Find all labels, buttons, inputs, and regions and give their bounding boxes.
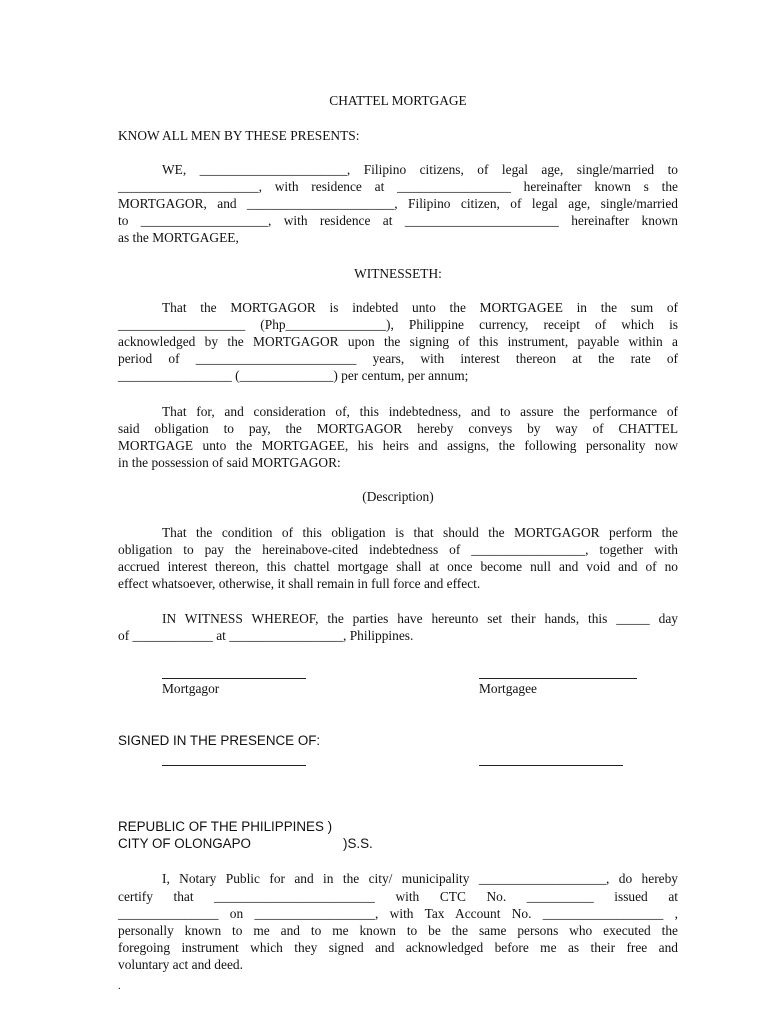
mortgagor-label: Mortgagor xyxy=(162,681,220,696)
debt-line-5: _________________ (______________) per centum, per annum; xyxy=(118,368,469,383)
footer-mark: . xyxy=(118,980,121,992)
condition-line-2: obligation to pay the hereinabove-cited indebtedness of _________________, together with xyxy=(118,542,678,557)
witness-line-2: of ____________ at _________________, Philippines. xyxy=(118,628,414,643)
debt-line-2: ___________________ (Php_______________), Philippine currency, receipt of which is xyxy=(118,317,678,332)
conveyance-line-2: said obligation to pay, the MORTGAGOR hereby conveys by way of CHATTEL xyxy=(118,421,678,436)
condition-line-1: That the condition of this obligation is that should the MORTGAGOR perform the xyxy=(162,525,678,540)
notary-line-4: personally known to me and to me known to be the same persons who executed the xyxy=(118,923,678,938)
parties-line-5: as the MORTGAGEE, xyxy=(118,230,239,245)
conveyance-line-1: That for, and consideration of, this indebtedness, and to assure the performance of xyxy=(162,404,678,419)
parties-line-2: _____________________, with residence at _________________ hereinafter known s the xyxy=(118,179,678,194)
witness-line-1: IN WITNESS WHEREOF, the parties have hereunto set their hands, this _____ day xyxy=(162,611,678,626)
notary-line-6: voluntary act and deed. xyxy=(118,957,243,972)
description-placeholder: (Description) xyxy=(362,489,434,504)
conveyance-line-3: MORTGAGE unto the MORTGAGEE, his heirs and assigns, the following personality now xyxy=(118,438,678,453)
condition-line-3: accrued interest thereon, this chattel mortgage shall at once become null and void and of no xyxy=(118,559,678,574)
debt-line-4: period of ________________________ years, with interest thereon at the rate of xyxy=(118,351,678,366)
mortgagee-label: Mortgagee xyxy=(479,681,538,696)
debt-line-1: That the MORTGAGOR is indebted unto the MORTGAGEE in the sum of xyxy=(162,300,678,315)
witnesseth-heading: WITNESSETH: xyxy=(354,266,442,281)
venue-ss: )S.S. xyxy=(343,836,373,851)
notary-line-2: certify that ________________________ with CTC No. __________ issued at xyxy=(118,889,678,904)
conveyance-line-4: in the possession of said MORTGAGOR: xyxy=(118,455,341,470)
venue-city-name: CITY OF OLONGAPO xyxy=(118,836,251,851)
mortgagor-signature-line xyxy=(162,678,306,679)
parties-line-3: MORTGAGOR, and ______________________, Filipino citizen, of legal age, single/married xyxy=(118,196,678,211)
venue-city xyxy=(118,835,678,852)
debt-line-3: acknowledged by the MORTGAGOR upon the signing of this instrument, payable within a xyxy=(118,334,678,349)
notary-line-1: I, Notary Public for and in the city/ municipality ___________________, do hereby xyxy=(162,871,678,886)
intro-heading: KNOW ALL MEN BY THESE PRESENTS: xyxy=(118,128,360,143)
notary-line-3: _______________ on __________________, with Tax Account No. __________________ , xyxy=(118,906,678,921)
venue-republic: REPUBLIC OF THE PHILIPPINES ) xyxy=(118,819,333,834)
parties-line-4: to ___________________, with residence at _______________________ hereinafter known xyxy=(118,213,678,228)
parties-line-1: WE, ______________________, Filipino citizens, of legal age, single/married to xyxy=(162,162,678,177)
mortgagee-signature-line xyxy=(479,678,637,679)
witness-signature-line-1 xyxy=(162,765,306,766)
condition-line-4: effect whatsoever, otherwise, it shall remain in full force and effect. xyxy=(118,576,481,591)
presence-heading: SIGNED IN THE PRESENCE OF: xyxy=(118,733,321,748)
witness-signature-line-2 xyxy=(479,765,623,766)
notary-line-5: foregoing instrument which they signed and acknowledged before me as their free and xyxy=(118,940,678,955)
document-title: CHATTEL MORTGAGE xyxy=(329,93,467,108)
